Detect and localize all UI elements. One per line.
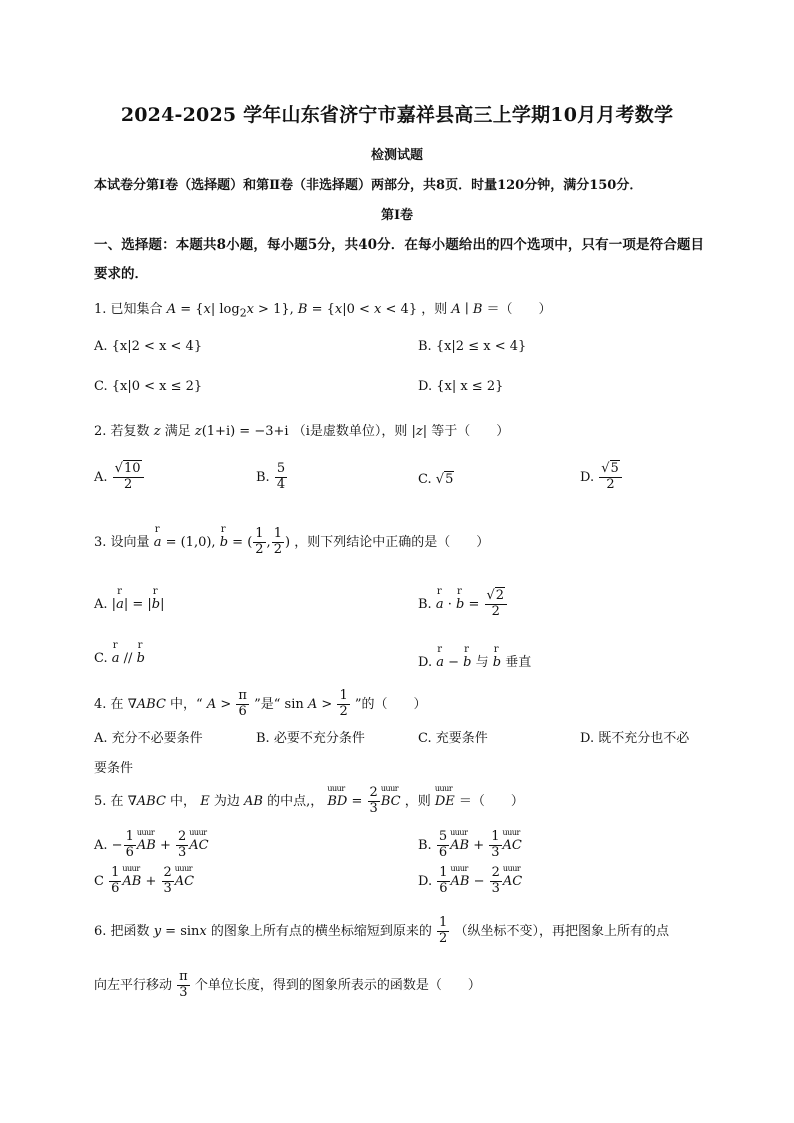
q1-option-b[interactable]: B. {x|2 ≤ x < 4} <box>418 339 527 354</box>
q2-option-c[interactable] <box>418 472 454 487</box>
q5-triangle: ∇ABC <box>127 793 166 809</box>
q4-stem-mid: 中，“ <box>170 696 203 712</box>
q5-option-b-formula: $\frac{5}{6}$ uuur AB + $\frac{1}{3}$ uuur AC <box>436 838 522 853</box>
exam-subtitle: 检测试题 <box>370 148 423 163</box>
q3-option-a[interactable] <box>94 597 164 612</box>
q2-stem-prefix: 2. 若复数 <box>94 424 150 439</box>
q5-option-a-formula: − $\frac{1}{6}$ uuur AB + $\frac{2}{3}$ uuur AC <box>112 838 209 853</box>
q3-stem-prefix: 3. 设向量 <box>94 534 150 550</box>
q3-option-d-suffix: 垂直 <box>505 655 532 670</box>
q3-option-b[interactable] <box>418 589 508 620</box>
q4-stem-mid2: ”是“ <box>254 696 281 712</box>
q6-fraction-half: $\frac{1}{2}$ <box>439 915 448 946</box>
q1-formula-2: A ∣ B <box>451 302 483 317</box>
q1-formula: A = {x| $\log_2x > 1$}, B = {x|0 < x < 4} <box>166 302 418 320</box>
q2-var-z: z <box>153 424 161 439</box>
q4-stem-prefix: 4. 在 <box>94 696 124 712</box>
q5-formula: uuur BD = $\frac{2}{3}$ uuur BC <box>327 794 400 809</box>
q5-stem-end: ＝（ ） <box>458 793 524 809</box>
q2-option-b-formula: $\frac{5}{4}$ <box>276 461 286 492</box>
q6-line2-prefix: 向左平行移动 <box>94 977 173 993</box>
q2-option-c-label: C. <box>418 472 432 487</box>
q4-option-b[interactable]: B. 必要不充分条件 <box>256 731 365 746</box>
question-2 <box>94 420 509 439</box>
q1-option-c[interactable]: C. {x|0 < x ≤ 2} <box>94 379 203 394</box>
q3-stem-end: ，则下列结论中正确的是（ ） <box>294 534 490 550</box>
question-6-line-1 <box>94 916 669 947</box>
q2-option-b[interactable] <box>256 462 288 493</box>
q5-option-a[interactable] <box>94 830 209 861</box>
exam-info: 本试卷分第Ⅰ卷（选择题）和第Ⅱ卷（非选择题）两部分，共8页．时量120分钟，满分150分． <box>94 178 643 193</box>
q5-option-c[interactable] <box>94 866 194 897</box>
q6-line1-prefix: 6. 把函数 <box>94 923 150 939</box>
q5-stem-mid: 中， <box>170 793 197 809</box>
q4-option-d[interactable]: D. 既不充分也不必 <box>580 731 690 746</box>
question-4 <box>94 689 427 720</box>
q4-triangle: ∇ABC <box>127 696 166 712</box>
q1-option-a[interactable]: A. {x|2 < x < 4} <box>94 339 203 354</box>
question-6-line-2 <box>94 970 481 1001</box>
q2-option-d-formula: $\frac{√5}{2}$ <box>599 462 622 493</box>
q1-stem-prefix: 1. 已知集合 <box>94 302 163 317</box>
q5-stem-prefix: 5. 在 <box>94 793 124 809</box>
q3-option-a-label: A. <box>94 597 108 612</box>
q4-option-d-wrap: 要条件 <box>94 761 134 776</box>
q6-line1-mid: 的图象上所有点的横坐标缩短到原来的 <box>210 923 432 939</box>
q3-option-d-mid: 与 <box>475 655 489 670</box>
q3-option-c-formula: r a // r b <box>112 651 145 666</box>
section-heading: 一、选择题：本题共8小题，每小题5分，共40分．在每小题给出的四个选项中，只有一项是符合题目要求的． <box>94 237 704 282</box>
q2-abs-z: |z| <box>411 424 428 439</box>
q4-stem-end: ”的（ ） <box>354 696 427 712</box>
q4-option-a[interactable]: A. 充分不必要条件 <box>94 731 203 746</box>
q5-stem-mid4: ，则 <box>404 793 431 809</box>
q4-cond-1: A > $\frac{\pi}{6}$ <box>206 688 247 719</box>
q2-option-a-label: A. <box>94 469 108 485</box>
q4-option-c[interactable]: C. 充要条件 <box>418 731 488 746</box>
q5-side-ab: AB <box>244 793 263 809</box>
q2-stem-mid2: （i是虚数单位），则 <box>292 424 408 439</box>
q5-vec-de: uuur DE <box>435 794 455 809</box>
q2-option-a[interactable] <box>94 462 145 493</box>
exam-title: 2024-2025 学年山东省济宁市嘉祥县高三上学期10月月考数学 <box>120 104 674 126</box>
q2-option-a-formula: $\frac{√10}{2}$ <box>113 462 144 493</box>
q3-option-d-vec-b: r b <box>493 655 501 670</box>
q5-option-b[interactable] <box>418 830 522 861</box>
q5-option-d-label: D. <box>418 873 433 889</box>
question-3 <box>94 527 489 558</box>
q5-option-d[interactable] <box>418 866 522 897</box>
q1-stem-end: ＝（ ） <box>486 302 552 317</box>
question-1 <box>94 298 552 320</box>
q5-option-c-label: C <box>94 873 104 889</box>
q5-option-b-label: B. <box>418 837 432 853</box>
question-5 <box>94 786 524 817</box>
q6-line2-end: 个单位长度，得到的图象所表示的函数是（ ） <box>194 977 481 993</box>
q2-option-b-label: B. <box>256 469 270 485</box>
q3-option-d-label: D. <box>418 655 433 670</box>
q5-option-d-formula: $\frac{1}{6}$ uuur AB − $\frac{2}{3}$ uuur AC <box>436 874 522 889</box>
q2-option-d[interactable] <box>580 462 623 493</box>
q5-stem-mid2: 为边 <box>213 793 240 809</box>
q3-option-d-formula: r a − r b <box>436 655 471 670</box>
q3-formula: r a = (1,0), r b = ( $\frac{1}{2}$ , $\frac{1}{2}$ ) <box>154 535 290 550</box>
q2-option-d-label: D. <box>580 469 595 485</box>
q6-fraction-pi-3: $\frac{\pi}{3}$ <box>179 969 188 1000</box>
q1-stem-suffix: ，则 <box>421 302 448 317</box>
q6-line1-end: （纵坐标不变），再把图象上所有的点 <box>454 923 669 939</box>
q3-option-b-label: B. <box>418 596 432 612</box>
q5-stem-mid3: 的中点,， <box>267 793 324 809</box>
volume-heading: 第Ⅰ卷 <box>380 208 414 223</box>
q3-option-d[interactable] <box>418 651 531 670</box>
q2-stem-end: 等于（ ） <box>431 424 510 439</box>
q1-option-d[interactable]: D. {x| x ≤ 2} <box>418 379 504 394</box>
q3-option-c[interactable] <box>94 651 145 666</box>
q5-point-e: E <box>200 793 210 809</box>
q4-cond-2: sin A > $\frac{1}{2}$ <box>284 688 348 719</box>
q6-function: y = sinx <box>153 923 207 939</box>
q2-formula: z(1+i) = −3+i <box>194 424 289 439</box>
q3-option-b-formula: r a · r b = $\frac{√2}{2}$ <box>436 597 508 612</box>
q5-option-a-label: A. <box>94 837 108 853</box>
q5-option-c-formula: $\frac{1}{6}$ uuur AB + $\frac{2}{3}$ uuur AC <box>108 874 194 889</box>
q3-option-c-label: C. <box>94 651 108 666</box>
q2-stem-mid: 满足 <box>164 424 191 439</box>
q3-option-a-formula: |r a| = |r b| <box>112 597 165 612</box>
q2-option-c-formula: √5 <box>435 472 454 487</box>
